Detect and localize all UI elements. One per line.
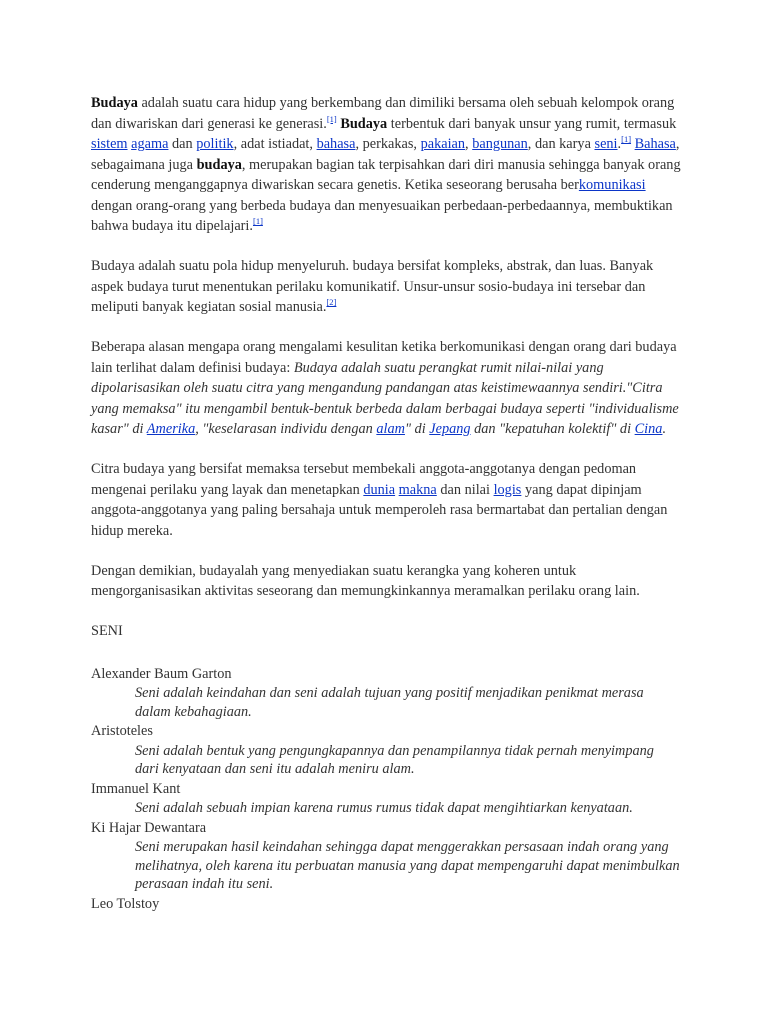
definition-author: Leo Tolstoy bbox=[91, 895, 160, 912]
paragraph-budaya-pola-hidup bbox=[91, 256, 681, 318]
link-cina[interactable]: Cina bbox=[634, 421, 663, 437]
definition-author: Ki Hajar Dewantara bbox=[91, 819, 207, 836]
text: " di bbox=[404, 421, 430, 437]
link-seni[interactable]: seni bbox=[594, 136, 618, 152]
text: , dan karya bbox=[527, 136, 595, 152]
text: adalah suatu cara hidup yang berkembang dan dimiliki bersama oleh sebuah kelompok orang dan diwariskan dari generasi ke generasi. bbox=[91, 95, 675, 132]
footnote-ref[interactable]: [1] bbox=[252, 216, 263, 227]
link-sistem[interactable]: sistem bbox=[91, 136, 128, 152]
text: dan "kepatuhan kolektif" di bbox=[470, 421, 635, 437]
definition-author: Immanuel Kant bbox=[91, 780, 181, 797]
footnote-ref[interactable]: [1] bbox=[621, 134, 632, 145]
definition-author: Aristoteles bbox=[91, 723, 153, 739]
link-logis[interactable]: logis bbox=[493, 481, 522, 498]
text: , bbox=[465, 136, 473, 152]
paragraph-citra-budaya bbox=[91, 459, 681, 541]
link-bahasa[interactable]: bahasa bbox=[316, 136, 356, 152]
seni-definitions-list bbox=[91, 664, 681, 915]
text: Dengan demikian, budayalah yang menyediakan suatu kerangka yang koheren untuk mengorganisasikan aktivitas seseorang dan memungkinkannya meramalkan perilaku orang lain. bbox=[91, 562, 640, 599]
link-jepang[interactable]: Jepang bbox=[429, 421, 471, 437]
link-alam[interactable]: alam bbox=[376, 421, 405, 437]
text: Budaya adalah suatu pola hidup menyeluruh. budaya bersifat kompleks, abstrak, dan luas. Banyak aspek budaya turut menentukan perilaku komunikatif. Unsur-unsur sosio-budaya ini tersebar dan meliputi banyak kegiatan sosial manusia. bbox=[91, 258, 654, 315]
footnote-ref[interactable]: [1] bbox=[326, 113, 337, 124]
link-bahasa-2[interactable]: Bahasa bbox=[634, 136, 676, 152]
text: dan bbox=[168, 136, 197, 152]
definition-quote: Seni merupakan hasil keindahan sehingga dapat menggerakkan persasaan indah orang yang melihatnya, oleh karena itu perbuatan manusia yang dapat mempengaruhi dapat menimbulkan perasaan indah itu seni. bbox=[135, 839, 680, 892]
link-dunia[interactable]: dunia bbox=[363, 481, 396, 498]
term-budaya: Budaya bbox=[340, 115, 388, 132]
definition-quote: Seni adalah bentuk yang pengungkapannya dan penampilannya tidak pernah menyimpang dari kenyataan dan seni itu adalah meniru alam. bbox=[135, 742, 654, 777]
paragraph-kesulitan-komunikasi bbox=[91, 337, 681, 440]
link-amerika[interactable]: Amerika bbox=[146, 421, 196, 437]
link-pakaian[interactable]: pakaian bbox=[420, 136, 466, 152]
article-body bbox=[91, 93, 681, 914]
term-budaya: Budaya bbox=[91, 95, 138, 111]
link-bangunan[interactable]: bangunan bbox=[472, 136, 528, 152]
paragraph-kerangka-koheren bbox=[91, 561, 681, 602]
text: yang dapat dipinjam anggota-anggotanya yang paling bersahaja untuk memperoleh rasa bermartabat dan pertalian dengan hidup mereka. bbox=[91, 481, 668, 539]
text: Citra budaya yang bersifat memaksa tersebut membekali anggota-anggotanya dengan pedoman mengenai perilaku yang layak dan menetapkan bbox=[91, 461, 637, 498]
text: dengan orang-orang yang berbeda budaya dan menyesuaikan perbedaan-perbedaannya, membuktikan bahwa budaya itu dipelajari. bbox=[91, 197, 673, 234]
text: . bbox=[662, 421, 667, 437]
text: , perkakas, bbox=[355, 136, 421, 152]
text: , adat istiadat, bbox=[233, 136, 317, 152]
definition-quote: Seni adalah sebuah impian karena rumus rumus tidak dapat mengihtiarkan kenyataan. bbox=[135, 800, 633, 816]
text: , "keselarasan individu dengan bbox=[195, 421, 377, 437]
footnote-ref[interactable]: [2] bbox=[326, 297, 337, 308]
paragraph-budaya-definition bbox=[91, 93, 681, 237]
text: , merupakan bagian tak terpisahkan dari diri manusia sehingga banyak orang cenderung menganggapnya diwariskan secara genetis. Ketika seseorang berusaha ber bbox=[91, 156, 681, 193]
text: Beberapa alasan mengapa orang mengalami kesulitan ketika berkomunikasi dengan orang dari budaya lain terlihat dalam definisi budaya: bbox=[91, 339, 677, 376]
link-komunikasi[interactable]: komunikasi bbox=[578, 177, 646, 193]
text: . bbox=[617, 136, 622, 152]
definition-author: Alexander Baum Garton bbox=[91, 665, 232, 682]
section-heading-seni: SENI bbox=[91, 623, 123, 639]
definition-quote: Seni adalah keindahan dan seni adalah tujuan yang positif menjadikan penikmat merasa dalam kebahagiaan. bbox=[135, 685, 644, 720]
link-politik[interactable]: politik bbox=[196, 136, 234, 152]
link-makna[interactable]: makna bbox=[398, 481, 437, 498]
text: terbentuk dari banyak unsur yang rumit, termasuk bbox=[387, 115, 677, 132]
text: Budaya adalah suatu perangkat rumit nilai-nilai yang dipolarisasikan oleh suatu citra yang mengandung pandangan atas keistimewaannya sendiri."Citra yang memaksa" itu mengambil bentuk-bentuk berbeda dalam berbagai budaya seperti "individualisme kasar" di bbox=[91, 359, 679, 437]
text: , sebagaimana juga bbox=[91, 136, 680, 173]
term-budaya: budaya bbox=[196, 156, 242, 173]
link-agama[interactable]: agama bbox=[131, 136, 169, 152]
text: dan nilai bbox=[436, 481, 494, 498]
